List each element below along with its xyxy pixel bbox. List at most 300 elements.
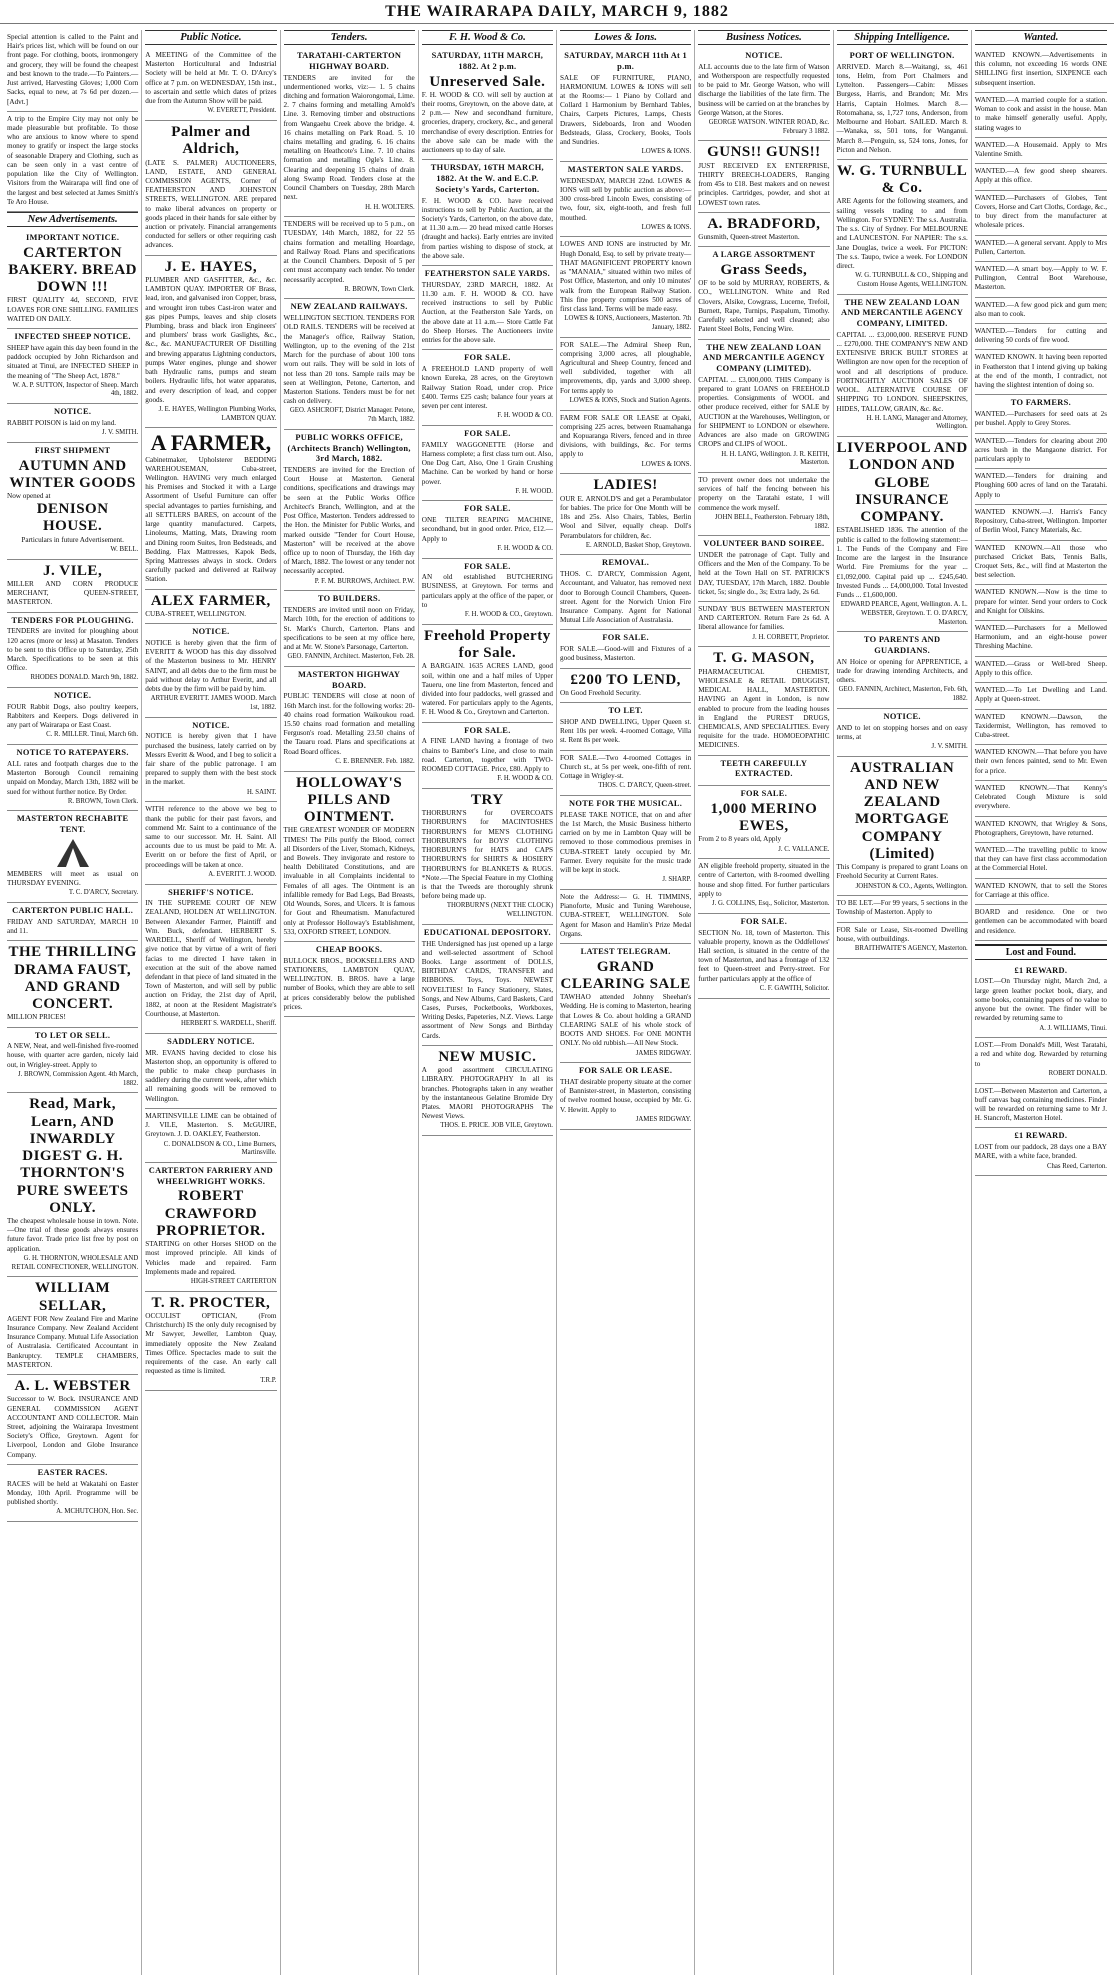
advertisement xyxy=(975,710,1107,746)
ad-body: AGENT FOR New Zealand Fire and Marine Insurance Company. New Zealand Accident Insurance Company. Mutual Life Association of Australasia. Certificated Accountant in Bankruptcy. TEMPLE CHAMBERS, MASTERTON. xyxy=(7,1314,139,1369)
advertisement xyxy=(284,942,415,1017)
ad-signature: HIGH-STREET CARTERTON xyxy=(190,1278,277,1285)
ad-headline: T. G. MASON, xyxy=(713,650,815,667)
ad-body: WANTED KNOWN.—Dawson, the Taxidermist, Wellington, has removed to Cuba-street. xyxy=(974,712,1107,739)
advertisement xyxy=(560,630,691,668)
ad-title: NOTICE. xyxy=(745,51,783,60)
ad-body: AND to let on stopping horses and on easy terms, at xyxy=(836,723,968,741)
ad-body: IN THE SUPREME COURT OF NEW ZEALAND, HOLDEN AT WELLINGTON. Between Alexander Farmer, Plaintiff and Wm. Buck, defendant. HERBERT S. WARDELL, Sheriff of Wellington, hereby give notice that by virtue of a writ of fieri facias to me directed I have taken in execution at the suit of the above named defendant in that piece of land situated in the Town of Masterton, and will sell by public auction on Friday, the 21st day of April, 1882, at noon at the Resident Magistrate's Courthouse, at Masterton. xyxy=(145,899,277,1018)
ad-body: F. H. WOOD & CO. will sell by auction at their rooms, Greytown, on the above date, at 2 p.m.— New and secondhand furniture, groceries, drapery, crockery, &c., and general merchandise of every description. Entries for the above sale can be made with the auctioneers up to day of sale. xyxy=(421,90,553,155)
ad-headline: £200 TO LEND, xyxy=(570,671,681,688)
ad-signature: W. EVERETT, President. xyxy=(207,107,277,115)
advertisement xyxy=(7,1093,138,1277)
ad-title: VOLUNTEER BAND SOIREE. xyxy=(703,539,825,549)
advertisement xyxy=(7,112,138,212)
ad-body: SUNDAY 'BUS BETWEEN MASTERTON AND CARTERTON. Return Fare 2s 6d. A liberal allowance for families. xyxy=(698,605,830,632)
ad-signature: J. V. SMITH. xyxy=(102,429,139,437)
column-header: Business Notices. xyxy=(698,30,829,45)
ad-signature: W. A. P. SUTTON, Inspector of Sheep. March 4th, 1882. xyxy=(12,381,139,398)
ad-signature: J. C. VALLANCE. xyxy=(778,845,830,853)
ad-headline: AUSTRALIAN AND NEW ZEALAND MORTGAGE COMPANY (Limited) xyxy=(850,759,955,862)
advertisement xyxy=(560,1063,691,1129)
ad-body: ALL rates and footpath charges due to the Masterton Borough Council remaining unpaid on Monday, March 13th, 1882 will be sued for without further notice. By Order. xyxy=(7,759,139,796)
advertisement xyxy=(145,256,276,429)
ad-title: NOTICE TO RATEPAYERS. xyxy=(16,748,129,758)
ad-headline: LIVERPOOL AND LONDON AND GLOBE INSURANCE COMPANY. xyxy=(836,440,968,526)
ad-signature: C. R. MILLER. Tinui, March 6th. xyxy=(46,731,139,739)
advertisement xyxy=(698,647,829,755)
advertisement xyxy=(145,121,276,256)
ad-headline: LADIES! xyxy=(593,477,658,494)
ad-body: PUBLIC TENDERS will close at noon of 16th March inst. for the following works: 20-40 chains road formation Waikoukou road. 15.50 chains road formation and metalling Ferguson's road. Metalling 23.50 chains of the Tauaru road. Plans and specifications at Road Board offices. xyxy=(283,692,415,756)
lost-and-found-header: Lost and Found. xyxy=(975,944,1107,960)
ad-signature: RHODES DONALD. March 9th, 1882. xyxy=(30,674,139,682)
ad-body: BULLOCK BROS., BOOKSELLERS AND STATIONERS, LAMBTON QUAY, WELLINGTON. B. BROS. have a large number of Books, which they are able to sell at prices considerably below the published prices. xyxy=(283,956,415,1011)
advertisement xyxy=(698,48,829,141)
advertisement xyxy=(698,473,829,536)
ad-body: PLUMBER AND GASFITTER, &c., &c. LAMBTON QUAY. IMPORTER OF Brass, lead, iron, and galvanised iron Copper, brass, and wrought iron tubes Cast-iron water and gas pipes Pumps, leaves and ship closets Plumbing, brass and black iron Engineers' and plumbers' brass work Gaslights, &c., &c., &c. MANUFACTURER OF Distilling and brewing apparatus Lightning conductors, pumps Water engines, plunge and shower bath Hydraulic rams, pumps and steam boilers. Hydraulic lifts, hot water apparatus, and every description of lead, and copper goods. xyxy=(145,275,277,404)
ad-signature: JOHNSTON & CO., Agents, Wellington. xyxy=(855,882,968,890)
ad-body: TENDERS will be received up to 5 p.m., on TUESDAY, 14th March, 1882, for 22 55 chains formation and metalling Hoardage, and Railway Road. Plans and specifications at the Council Chambers. Deposit of 5 per cent must accompany each tender. No tender necessarily accepted. xyxy=(283,220,415,284)
section-header: New Advertisements. xyxy=(7,212,138,227)
advertisement xyxy=(7,903,138,941)
advertisement xyxy=(7,404,138,443)
ad-body: WANTED KNOWN.—Advertisements in this column, not exceeding 16 words ONE SHILLING first insertion, SIXPENCE each subsequent insertion. xyxy=(974,51,1107,87)
ad-title: TENDERS FOR PLOUGHING. xyxy=(11,615,134,625)
ad-body: FOR SALE.—The Admiral Sheep Run, comprising 3,000 acres, all ploughable, Agricultural and Sheep Country, fenced and well subdivided, together with all improvements, dip, yards and 3,000 sheep. For terms apply to xyxy=(560,340,692,395)
ad-body: ONE TILTER REAPING MACHINE, secondhand, but in good order. Price, £12.—Apply to xyxy=(421,516,553,543)
column-4 xyxy=(419,30,557,1975)
lost-notice xyxy=(975,1128,1107,1176)
ad-body: UNDER the patronage of Capt. Tully and Officers and the Men of the Company. To be held at the Town Hall on ST. PATRICK'S DAY, TUESDAY, 17th March, 1882. Double ticket, 5s; single do., 3s; Extra lady, 2s 6d. xyxy=(698,550,830,596)
column-8 xyxy=(972,30,1110,1975)
ad-body: NOTICE is hereby given that the firm of EVERITT & WOOD has this day dissolved of the Masterton business to Mr. HENRY SAINT, and all debts due to the firm must be paid without delay to Arthur Everitt, and all debts due by the firm will be paid by him. xyxy=(145,638,277,693)
advertisement xyxy=(837,896,968,922)
ad-title: PORT OF WELLINGTON. xyxy=(849,51,955,60)
ad-body: WANTED.—Tenders for cutting and delivering 50 cords of fire wood. xyxy=(974,327,1107,345)
ad-body: NOTICE is hereby given that I have purchased the business, lately carried on by Messrs Everitt & Wood, and I beg to solicit a fair share of the public patronage. I am prepared to supply them with the best stock in the market. xyxy=(145,732,277,787)
advertisement xyxy=(145,48,276,121)
advertisement xyxy=(975,621,1107,657)
advertisement xyxy=(145,885,276,1034)
advertisement xyxy=(145,802,276,884)
ad-headline: AUTUMN AND WINTER GOODS xyxy=(9,457,136,491)
ad-body: THOS. C. D'ARCY, Commission Agent, Accountant, and Valuator, has removed next door to Borough Council Chambers, Queen-street. Agent for the Norwich Union Fire Insurance Company. Agent for National Mutual Life Association of Australasia. xyxy=(560,570,692,625)
ad-signature: E. ARNOLD, Basket Shop, Greytown. xyxy=(585,541,692,549)
ad-body: BOARD and residence. One or two gentlemen can be accommodated with board and residence. xyxy=(974,908,1107,935)
ad-headline: GRAND CLEARING SALE xyxy=(560,958,691,992)
advertisement xyxy=(7,811,138,903)
advertisement xyxy=(975,585,1107,621)
ad-body: LOST from our paddock, 28 days one a BAY MARE, with a white face, branded. xyxy=(974,1143,1107,1161)
ad-body: WITH reference to the above we beg to thank the public for their past favors, and commend Mr. Saint to a continuance of the same to our successor. Mr. H. Saint. All accounts due to us must be paid to Mr. A. Everitt on or before the first of April, or proceedings will be taken at once. xyxy=(145,805,277,869)
ad-signature: H. H. LANG, Wellington. J. R. KEITH, Masterton. xyxy=(721,450,830,467)
ad-signature: LOWES & IONS. xyxy=(641,223,692,231)
ad-signature: THOS. C. D'ARCY, Queen-street. xyxy=(598,782,692,790)
ad-body: WANTED.—A few good pick and gum men; also man to cook. xyxy=(974,300,1107,318)
ad-signature: G. H. THORNTON, WHOLESALE AND RETAIL CONFECTIONER, WELLINGTON. xyxy=(11,1254,139,1271)
advertisement xyxy=(698,602,829,647)
ad-title: FOR SALE OR LEASE. xyxy=(578,1066,673,1076)
advertisement xyxy=(560,796,691,890)
ad-title: FOR SALE. xyxy=(740,916,788,926)
ad-body: FRIDAY AND SATURDAY, MARCH 10 and 11. xyxy=(7,917,139,936)
ad-body: WANTED KNOWN.—All those who purchased Cricket Bats, Tennis Balls, Croquet Sets, &c., will find at Masterton the best selection. xyxy=(974,543,1107,580)
advertisement xyxy=(975,541,1107,586)
ad-body: A MEETING of the Committee of the Masterton Horticultural and Industrial Society will be held at Mr. T. O. D'Arcy's office at 7 p.m. on WEDNESDAY, 15th inst., to ascertain and settle which dates of prizes due from the Autumn Show will be paid. xyxy=(145,51,277,106)
ad-signature: R. BROWN, Town Clerk. xyxy=(344,285,415,293)
ad-body: WANTED KNOWN.—That before you have their own fences painted, send to Mr. Ewen for a price. xyxy=(974,748,1107,775)
ad-body: FOR SALE.—Two 4-roomed Cottages in Church st., at 5s per week, one-fifth of rent. Cottage in Wrigley-st. xyxy=(560,753,692,780)
advertisement xyxy=(837,709,968,757)
ad-body: PLEASE TAKE NOTICE, that on and after the 1st March, the Music Business hitherto carried on by me in Lambton Quay will be removed to those commodious premises in CUBA-STREET lately occupied by Mr. Farmer. Every requisite for the music trade will be kept in stock. xyxy=(560,810,692,874)
ad-signature: JAMES RIDGWAY. xyxy=(635,1049,692,1057)
advertisement xyxy=(975,683,1107,709)
ad-body: A BARGAIN. 1635 ACRES LAND, good soil, within one and a half miles of Upper Taueru, one line from Masterton, fenced and divided into four paddocks, well grassed and watered. For particulars apply to the Agents, F. H. Wood & Co., Greytown and Carterton. xyxy=(421,662,553,717)
advertisement xyxy=(284,48,415,217)
ad-signature: THORBURN'S (NEXT THE CLOCK) WELLINGTON. xyxy=(446,902,553,919)
advertisement xyxy=(975,395,1107,433)
ad-title: TO BUILDERS. xyxy=(317,594,381,604)
advertisement xyxy=(975,781,1107,817)
ad-body: WANTED.—Grass or Well-bred Sheep. Apply to this office. xyxy=(974,659,1107,677)
ad-signature: F. H. WOOD & CO. xyxy=(497,775,553,783)
ad-headline: T. R. PROCTER, xyxy=(151,1294,271,1311)
ad-title: NOTE FOR THE MUSICAL. xyxy=(569,798,683,808)
advertisement xyxy=(837,160,968,295)
ad-body: LOST.—On Thursday night, March 2nd, a large green leather pocket book, diary, and some books, containing papers of no value to anyone but the owner. The finder will be rewarded by returning same to xyxy=(974,977,1107,1023)
ad-body: AN Hoice or opening for APPRENTICE, a trade for drawing intending Architects, and others. xyxy=(836,657,968,685)
advertisement xyxy=(975,262,1107,298)
ad-body: MR. EVANS having decided to close his Masterton shop, an opportunity is offered to the public to make cheap purchases in saddlery during the current week, after which all remaining goods will be removed to Wellington. xyxy=(145,1048,277,1103)
ad-signature: F. H. WOOD & CO., Greytown. xyxy=(464,611,553,619)
advertisement xyxy=(698,213,829,247)
advertisement xyxy=(975,843,1107,879)
ad-title: FOR SALE. xyxy=(464,428,511,438)
ad-headline: CARTERTON BAKERY. BREAD DOWN !!! xyxy=(8,244,138,296)
ad-body: This Company is prepared to grant Loans on Freehold Security at Current Rates. xyxy=(836,863,968,881)
ad-title: TEETH CAREFULLY EXTRACTED. xyxy=(720,758,808,779)
advertisement xyxy=(975,657,1107,683)
advertisement xyxy=(145,1034,276,1109)
ad-title: CARTERTON PUBLIC HALL. xyxy=(12,906,134,916)
advertisement xyxy=(145,624,276,717)
ad-signature: C. E. BRENNER. Feb. 1882. xyxy=(335,757,415,765)
column-header: F. H. Wood & Co. xyxy=(422,30,553,45)
ad-title: FOR SALE. xyxy=(602,633,649,643)
ad-body: THURSDAY, 23RD MARCH, 1882. At 11.30 a.m. F. H. WOOD & CO. have received instructions to sell by Public Auction, at the Featherston Sale Yards, on the above date at 11 a.m.— Store Cattle Fat do Sheep Horses. The Auctioneers invite entries for the above sale. xyxy=(421,280,553,345)
ad-headline: Unreserved Sale. xyxy=(429,73,546,90)
advertisement xyxy=(284,591,415,667)
advertisement xyxy=(560,338,691,411)
ad-body: From 2 to 8 years old, Apply xyxy=(698,835,782,844)
ad-body: MILLER AND CORN PRODUCE MERCHANT, QUEEN-STREET, MASTERTON. xyxy=(7,579,139,607)
ad-body: OF to be sold by MURRAY, ROBERTS, & CO., WELLINGTON. White and Red Clovers, Alsike, Cowgrass, Lucerne, Trefoil, Burnett, Rape, Turnips, Paspalum, Timothy. Carefully selected and well cleaned; also Patent Steel Bolts, Fencing Wire. xyxy=(698,279,830,334)
ad-body: A good assortment CIRCULATING LIBRARY. PHOTOGRAPHY In all its branches. Photographs taken in any weather by the instantaneous Gelatine Bromide Dry Plates. MAORI PHOTOGRAPHS The Newest Views. xyxy=(421,1066,553,1121)
column-2 xyxy=(142,30,280,1975)
ad-body: AN old established BUTCHERING BUSINESS, at Greytown. For terms and particulars apply at the office of the paper, or to xyxy=(421,573,553,609)
ad-title: PUBLIC WORKS OFFICE, (Architects Branch) Wellington, 3rd March, 1882. xyxy=(287,432,411,464)
ad-body: FOUR Rabbit Dogs, also poultry keepers, Rabbiters and Keepers. Dogs delivered in any part of Wairarapa or East Coast. xyxy=(7,702,139,730)
ad-body: FARM FOR SALE OR LEASE at Opaki, comprising 225 acres, between Ruamahanga and Kopuaranga Rivers, fenced and in three divisions, with buildings, &c. For terms apply to xyxy=(560,413,692,459)
advertisement xyxy=(422,501,553,558)
ad-headline: ALEX FARMER, xyxy=(150,592,271,609)
ad-headline: WILLIAM SELLAR, xyxy=(35,1280,111,1314)
ad-title: FEATHERSTON SALE YARDS. xyxy=(424,269,551,279)
ad-headline: Freehold Property for Sale. xyxy=(424,627,551,662)
ad-title: LATEST TELEGRAM. xyxy=(580,946,671,956)
advertisement xyxy=(837,923,968,959)
ad-title: CARTERTON FARRIERY AND WHEELWRIGHT WORKS. xyxy=(148,1165,273,1186)
advertisement xyxy=(284,772,415,942)
ad-signature: J. G. COLLINS, Esq., Solicitor, Masterton. xyxy=(711,900,830,908)
column-7 xyxy=(834,30,972,1975)
ad-signature: J. BROWN, Commission Agent. 4th March, 1882. xyxy=(17,1070,139,1087)
ad-body: Special attention is called to the Paint and Hair's prices list, which will be found on our front page. For clothing, boots, ironmongery and grocery, they will be found the cheapest and best known to the trade.—To Painters.—Just arrived, Harvesting Gloves; 1,000 Corn Sacks, equal to new, at 7s 6d per dozen.—[Advt.] xyxy=(7,33,139,106)
ad-body: TO prevent owner does not undertake the services of half the fencing between his property on the Taratahi estate, I will commence the work myself. xyxy=(698,475,830,512)
ad-signature: J. E. HAYES, Wellington Plumbing Works, LAMBTON QUAY. xyxy=(158,406,277,422)
ad-headline: ROBERT CRAWFORD PROPRIETOR. xyxy=(156,1188,266,1239)
ad-body: PHARMACEUTICAL CHEMIST, WHOLESALE & RETAIL DRUGGIST, MEDICAL HALL, MASTERTON. HAVING an Agent in London, is now enabled to procure from the leading houses in England the PUREST DRUGS, CHEMICALS, AND SPECIALITIES. Every requisite for the trade. HOMOEOPATHIC MEDICINES. xyxy=(698,667,830,750)
ad-signature: J. SHARP. xyxy=(662,876,692,884)
advertisement xyxy=(975,138,1107,164)
ad-title: IMPORTANT NOTICE. xyxy=(25,232,120,242)
ad-signature: HERBERT S. WARDELL, Sheriff. xyxy=(180,1020,277,1028)
ad-headline: Palmer and Aldrich, xyxy=(171,124,251,158)
ad-signature: F. H. WOOD & CO. xyxy=(497,412,553,420)
columns xyxy=(4,30,1110,1975)
advertisement xyxy=(837,48,968,160)
ad-title: FIRST SHIPMENT xyxy=(34,445,111,455)
advertisement xyxy=(7,230,138,329)
advertisement xyxy=(422,925,553,1046)
ad-body: CAPITAL ... £3,000,000. THIS Company is prepared to grant LOANS on FREEHOLD properties. Consignments of WOOL and other produce received, either for SALE by AUCTION at the Warehouses, Wellington, or for SHIPMENT to LONDON or elsewhere. Advances are also made on GROWING CROPS and CLIPS of WOOL. xyxy=(698,375,830,449)
advertisement xyxy=(422,723,553,789)
advertisement xyxy=(975,350,1107,395)
advertisement xyxy=(837,757,968,897)
column-header: Shipping Intelligence. xyxy=(837,30,968,45)
ad-title: FOR SALE. xyxy=(464,725,511,735)
ad-body: MILLION PRICES! xyxy=(7,1013,66,1022)
lost-notice xyxy=(975,963,1107,1039)
advertisement xyxy=(284,667,415,772)
ad-signature: THOS. E. PRICE. JOB VILE, Greytown. xyxy=(440,1122,553,1130)
advertisement xyxy=(698,914,829,999)
ad-title: SADDLERY NOTICE. xyxy=(167,1036,255,1046)
ad-signature: C. DONALDSON & CO., Lime Burners, Martinsville. xyxy=(163,1140,277,1157)
advertisement xyxy=(422,789,553,925)
advertisement xyxy=(422,426,553,502)
ad-signature: W. BELL. xyxy=(110,545,139,553)
ad-signature: LOWES & IONS. xyxy=(641,148,692,156)
ad-body: FIRST QUALITY 4d, SECOND, FIVE LOAVES FOR ONE SHILLING. FAMILIES WAITED ON DAILY. xyxy=(7,296,139,323)
ad-signature: JOHN BELL, Featherston. February 18th, 1882. xyxy=(714,513,830,530)
ad-body: SECTION No. 18, town of Masterton. This valuable property, known as the Oddfellows' Hall section, is situated in the centre of the town of Masterton, and has a frontage of 132 feet to Queen-street and Perry-street. For further particulars apply at the office of xyxy=(698,928,830,983)
advertisement xyxy=(975,879,1107,905)
ad-body: WELLINGTON SECTION. TENDERS FOR OLD RAILS. TENDERS will be received at the Manager's office, Railway Station, Wellington, up to the evening of the 21st March for the purchase of about 100 tons worn out rails. They will be sold in lots of not less than 20 tons. Sample rails may be seen at Wellington, Petone, Carterton, and Masterton Stations. Tenders must be for net cash on delivery. xyxy=(283,314,415,406)
ad-body: The cheapest wholesale house in town. Note.—One trial of these goods always ensures future favor. Trade price list free by post on application. xyxy=(7,1217,139,1253)
ad-signature: P. F. M. BURROWS, Architect. P.W. xyxy=(314,577,415,585)
newspaper-title: THE WAIRARAPA DAILY, MARCH 9, 1882 xyxy=(385,2,729,20)
advertisement xyxy=(145,1292,276,1391)
ad-body: FOR SALE.—Good-will and Fixtures of a good business, Masterton. xyxy=(560,645,692,663)
ad-title: NOTICE. xyxy=(883,711,921,721)
ad-headline: Read, Mark, Learn, AND INWARDLY DIGEST G. H. THORNTON'S PURE SWEETS ONLY. xyxy=(16,1096,129,1216)
ad-body: RABBIT POISON is laid on my land. xyxy=(7,418,117,427)
ad-body: CAPITAL ... £3,000,000. RESERVE FUND ... £270,000. THE COMPANY'S NEW AND EXTENSIVE BRICK BUILT STORES at Wellington are now open for the reception of wool and all descriptions of produce. FORTNIGHTLY AUCTION SALES OF WOOL. ALTERNATIVE COURSE OF SHIPPING TO LONDON. SHEEPSKINS, HIDES, TALLOW, GRAIN, &c. &c. xyxy=(836,330,968,413)
advertisement xyxy=(7,688,138,745)
advertisement xyxy=(284,217,415,299)
ad-title: NOTICE. xyxy=(192,720,230,730)
ad-signature: J. H. CORBETT, Proprietor. xyxy=(752,633,830,641)
ad-signature: T.R.P. xyxy=(260,1377,277,1385)
ad-title: MASTERTON HIGHWAY BOARD. xyxy=(297,669,401,690)
advertisement xyxy=(560,669,691,703)
ad-signature: GEO. ASHCROFT, District Manager. Petone, 7th March, 1882. xyxy=(289,407,415,424)
ad-body: WANTED KNOWN.—That Kenny's Celebrated Cough Mixture is sold everywhere. xyxy=(974,783,1107,811)
ad-title: TO FARMERS. xyxy=(1010,398,1071,408)
ad-title: SATURDAY, MARCH 11th At 1 p.m. xyxy=(564,51,688,71)
advertisement xyxy=(837,295,968,438)
advertisement xyxy=(560,48,691,162)
ad-body: THE GREATEST WONDER OF MODERN TIMES! The Pills purify the Blood, correct all Disorders of the Liver, Stomach, Kidneys, and Bowels. They invigorate and restore to health Debilitated Constitutions, and are invaluable in all Complaints incidental to Females of all ages. The Ointment is an infallible remedy for Bad Legs, Bad Breasts, Old Wounds, Sores, and Ulcers. It is famous for Gout and Rheumatism. Manufactured only at Professor Holloway's Establishment, 533, OXFORD STREET, LONDON. xyxy=(283,826,415,936)
ad-body: Note the Address:— G. H. TIMMINS, Pianoforte, Music and Tuning Warehouse, CUBA-STREET, WELLINGTON. Sole Agent for Mason and Hamlin's Prize Medal Organs. xyxy=(560,892,692,938)
advertisement xyxy=(975,298,1107,324)
ad-body: Particulars in future Advertisement. xyxy=(21,535,124,544)
ad-body: LOWES AND IONS are instructed by Mr. Hugh Donald, Esq. to sell by private treaty— THAT MAGNIFICENT PROPERTY known as "MANAIA," situated within two miles of Post Office, Masterton, and only 10 minutes' walk from the European Railway Station. This fine property comprises 500 acres of first class land. Terms will be made easy. xyxy=(560,240,692,313)
ad-title: £1 REWARD. xyxy=(1014,1131,1068,1141)
ad-title: MASTERTON SALE YARDS. xyxy=(567,164,684,174)
ad-signature: A. MCHUTCHON, Hon. Sec. xyxy=(56,1508,139,1516)
advertisement xyxy=(698,247,829,339)
ad-body: TENDERS are invited for the Erection of Court House at Masterton. General conditions, specifications and drawings may be seen at the Public Works Office Architect's Branch, Wellington, and at the Post Office, Masterton. Tenders addressed to the Hon. the Minister for Public Works, and marked outside "Tender for Court House, Masterton" will be received at the above office up to noon of Thursday, the 16th day of March, 1882. The lowest or any tender not necessarily accepted. xyxy=(283,466,415,576)
ad-signature: C. F. GAWITH, Solicitor. xyxy=(759,984,830,992)
ad-title: EASTER RACES. xyxy=(37,1467,108,1477)
advertisement xyxy=(975,905,1107,941)
ad-title: NOTICE. xyxy=(54,691,92,701)
ad-body: WANTED.—A general servant. Apply to Mrs Pullen, Carterton. xyxy=(974,238,1107,256)
ad-title: TARATAHI-CARTERTON HIGHWAY BOARD. xyxy=(297,51,402,71)
ad-body: WANTED KNOWN, that Wrigley & Sons, Photographers, Greytown, have returned. xyxy=(974,819,1107,837)
ad-body: SHOP AND DWELLING, Upper Queen st. Rent 10s per week. 4-roomed Cottage, Villa st. Rent 8s per week. xyxy=(560,717,692,745)
ad-body: FOR Sale or Lease, Six-roomed Dwelling house, with outbuildings. xyxy=(836,925,968,943)
advertisement xyxy=(975,434,1107,470)
ad-headline: HOLLOWAY'S PILLS AND OINTMENT. xyxy=(296,774,403,826)
ad-body: A NEW, Neat, and well-finished five-roomed house, with quarter acre garden, nicely laid out, in Wrigley-street. Apply to xyxy=(7,1042,139,1069)
ad-signature: GEO. FANNIN, Architect. Masterton, Feb. 28. xyxy=(287,653,415,661)
advertisement xyxy=(975,745,1107,781)
ad-headline: A. BRADFORD, xyxy=(707,215,821,232)
ad-body: WANTED.—Purchasers for a Mellowed Harmonium, and an eight-house power Threshing Machine. xyxy=(974,624,1107,651)
advertisement xyxy=(145,1163,276,1292)
ad-title: SATURDAY, 11TH MARCH, 1882. At 2 p.m. xyxy=(431,51,544,71)
ad-body: TO BE LET.—For 99 years, 5 sections in the Township of Masterton. Apply to xyxy=(836,899,968,917)
advertisement xyxy=(975,164,1107,190)
masthead xyxy=(0,0,1114,24)
ad-body: SHEEP have again this day been found in the paddock occupied by John Richardson and situated at Tinui, are INFECTED SHEEP in the meaning of "The Sheep Act, 1878." xyxy=(7,343,139,380)
advertisement xyxy=(7,560,138,613)
ad-signature: F. H. WOOD & CO. xyxy=(497,544,553,552)
advertisement xyxy=(975,93,1107,138)
advertisement xyxy=(698,859,829,914)
ad-title: CHEAP BOOKS. xyxy=(315,944,383,954)
ad-headline: J. VILE, xyxy=(43,562,103,579)
ad-body: AN eligible freehold property, situated in the centre of Carterton, with 8-roomed dwelling house and shop fitted. For further particulars apply to xyxy=(698,862,830,898)
ad-body: WANTED KNOWN, that to sell the Stores for Carriage at this office. xyxy=(974,881,1107,899)
advertisement xyxy=(560,944,691,1063)
ad-title: THE NEW ZEALAND LOAN AND MERCANTILE AGENCY COMPANY, LIMITED. xyxy=(841,297,964,329)
lost-notice xyxy=(975,1084,1107,1129)
ad-body: ESTABLISHED 1836. The attention of the public is called to the following statement:— 1. The Funds of the Company and Fire Income are the largest in the Insurance World. Fire Premiums for the year ... £1,092,000. Capital paid up ... £245,640. Invested Funds ... £4,000,000. Total Invested Funds ... £1,600,000. xyxy=(836,526,968,599)
advertisement xyxy=(7,1028,138,1094)
column-header: Tenders. xyxy=(284,30,415,45)
advertisement xyxy=(145,428,276,589)
ad-signature: F. H. WOOD. xyxy=(515,487,553,495)
advertisement xyxy=(7,745,138,811)
ad-body: WANTED.—To Let Dwelling and Land. Apply at Queen-street. xyxy=(974,686,1107,704)
ad-body: WANTED.—A few good sheep shearers. Apply at this office. xyxy=(974,167,1107,185)
ad-headline: J. E. HAYES, xyxy=(164,258,258,275)
ad-body: Cabinetmaker, Upholsterer BEDDING WAREHOUSEMAN, Cuba-street, Wellington. HAVING very much enlarged his Premises and Stocked it with a Large Assortment of Useful Furniture can offer special advantages to parties furnishing, and all SETTLERS BARES, on account of the large quantity manufactured. Carpets, Linoleums, Matting, Mats, Drawing room and Dining room Suites, Iron Bedsteads, and Bedding. Flax Mattresses, Kapok Beds, Spring Mattresses always in stock. Orders carefully packed and delivered at Railway Station. xyxy=(145,455,277,584)
ad-headline: THE THRILLING DRAMA FAUST, AND GRAND CONCERT. xyxy=(8,944,137,1013)
ad-body: WANTED.—Purchasers of Globes, Tent Covers, Horse and Cart Cloths, Cordage, &c., to buy direct from the manufacturer at wholesale prices. xyxy=(974,193,1107,230)
column-6 xyxy=(695,30,833,1975)
ad-body: SALE OF FURNITURE, PIANO, HARMONIUM. LOWES & IONS will sell at the Rooms:— 1 Piano by Collard and Collard 1 Harmonium by Bernhard Tables, Chairs, Carpets Pictures, Lamps, Chests Drawers, Sideboards, Iron and Wooden Bedsteads, Glass, Crockery, Books, Tools and Sundries. xyxy=(560,73,692,147)
ad-body: JUST RECEIVED EX ENTERPRISE, THIRTY BREECH-LOADERS, Ranging from 45s to £18. Best makers and on newest principles. Cartridges, powder, and shot at LOWEST town rates. xyxy=(698,161,830,207)
advertisement xyxy=(698,340,829,473)
ad-body: WANTED KNOWN. It having been reported in Featherston that I intend giving up baking at the end of the month, I contradict, not having the slightest intention of doing so. xyxy=(974,353,1107,390)
ad-body: A FINE LAND having a frontage of two chains to Bamber's Line, and close to main road. Carterton, together with TWO-ROOMED COTTAGE. Price, £80. Apply to xyxy=(421,737,553,774)
ad-title: TO LET OR SELL. xyxy=(34,1030,111,1040)
advertisement xyxy=(975,324,1107,350)
ad-body: TENDERS are invited until noon on Friday, March 10th, for the erection of additions to St. Mark's Church, Carterton. Plans and specifications to be seen at my office here, and at Mr. W. Stone's Parsonage, Carterton. xyxy=(283,606,415,651)
ad-body: WANTED.—Purchasers for seed oats at 2s per bushel. Apply to Grey Stores. xyxy=(974,410,1107,428)
column-header: Public Notice. xyxy=(145,30,276,45)
advertisement xyxy=(7,443,138,560)
ad-body: LOST.—From Donald's Mill, West Taratahi, a red and white dog. Rewarded by returning to xyxy=(974,1041,1107,1068)
ad-title: SHERIFF'S NOTICE. xyxy=(168,887,254,897)
ad-body: TAWHAO attended Johnny Sheehan's Wedding. He is coming to Masterton, hearing that Lowes & Co. about holding a GRAND CLEARING SALE of his whole stock of BOOTS AND SHOES. For ONE MONTH ONLY. No old rubbish.—All New Stock. xyxy=(560,993,692,1048)
column-5 xyxy=(557,30,695,1975)
advertisement xyxy=(837,632,968,709)
ad-signature: EDWARD PEARCE, Agent, Wellington. A. L. WEBSTER, Greytown. T. O. D'ARCY, Masterton. xyxy=(840,601,968,626)
ad-headline: TRY xyxy=(471,791,504,808)
ad-body: (LATE S. PALMER) AUCTIONEERS, LAND, ESTATE, AND GENERAL COMMISSION AGENTS, Corner of FEATHERSTON AND JOHNSTON STREETS, WELLINGTON. ARE prepared to make liberal advances on property or goods placed in their hands for sale either by auction or privately. Financial arrangements conducted for sellers or other requiring cash advances. xyxy=(145,158,277,250)
ad-title: THE NEW ZEALAND LOAN AND MERCANTILE AGENCY COMPANY (LIMITED). xyxy=(702,342,825,374)
ad-signature: LOWES & IONS, Auctioneers, Masterton. 7th January, 1882. xyxy=(564,315,692,331)
ad-body: LOST.—Between Masterton and Carterton, a buff canvas bag containing medicines. Finder will be rewarded on returning same to Mr J. H. Stancroft, Masterton Hotel. xyxy=(974,1086,1107,1123)
ad-headline: W. G. TURNBULL & Co. xyxy=(836,162,968,197)
advertisement xyxy=(422,48,553,160)
ad-signature: ARTHUR EVERITT. JAMES WOOD. March 1st, 1882. xyxy=(150,695,277,711)
ad-body: Successor to W. Bock. INSURANCE AND GENERAL COMMISSION AGENT ACCOUNTANT AND COLLECTOR. Main Street, adjoining the Wairarapa Investment Society's Office, Greytown. Agent for Liverpool, London and Globe Insurance Company. xyxy=(7,1395,139,1459)
ad-title: FOR SALE. xyxy=(464,561,511,571)
advertisement xyxy=(145,1109,276,1163)
advertisement xyxy=(422,559,553,625)
ad-body: Now opened at xyxy=(7,492,51,500)
ad-signature: JAMES RIDGWAY. xyxy=(635,1115,692,1123)
ad-title: NEW ZEALAND RAILWAYS. xyxy=(290,302,408,312)
ad-body: RACES will be held at Wakatahi on Easter Monday, 10th April. Programme will be published shortly. xyxy=(7,1479,139,1507)
ad-title: THURSDAY, 16TH MARCH, 1882. At the W. and E.C.P. Society's Yards, Carterton. xyxy=(430,163,544,194)
ad-body: Gunsmith, Queen-street Masterton. xyxy=(698,233,800,242)
ad-signature: GEO. FANNIN, Architect, Masterton, Feb. 6th, 1882. xyxy=(838,686,968,703)
advertisement xyxy=(145,590,276,624)
ad-body: WANTED.—Tenders for clearing about 200 acres bush in the Mangaone district. For particulars apply to xyxy=(974,436,1107,463)
ad-body: WANTED.—A married couple for a station. Woman to cook and assist in the house. Man to make himself generally useful. Apply, stating wages to xyxy=(974,95,1107,132)
advertisement xyxy=(560,890,691,944)
advertisement xyxy=(422,350,553,426)
